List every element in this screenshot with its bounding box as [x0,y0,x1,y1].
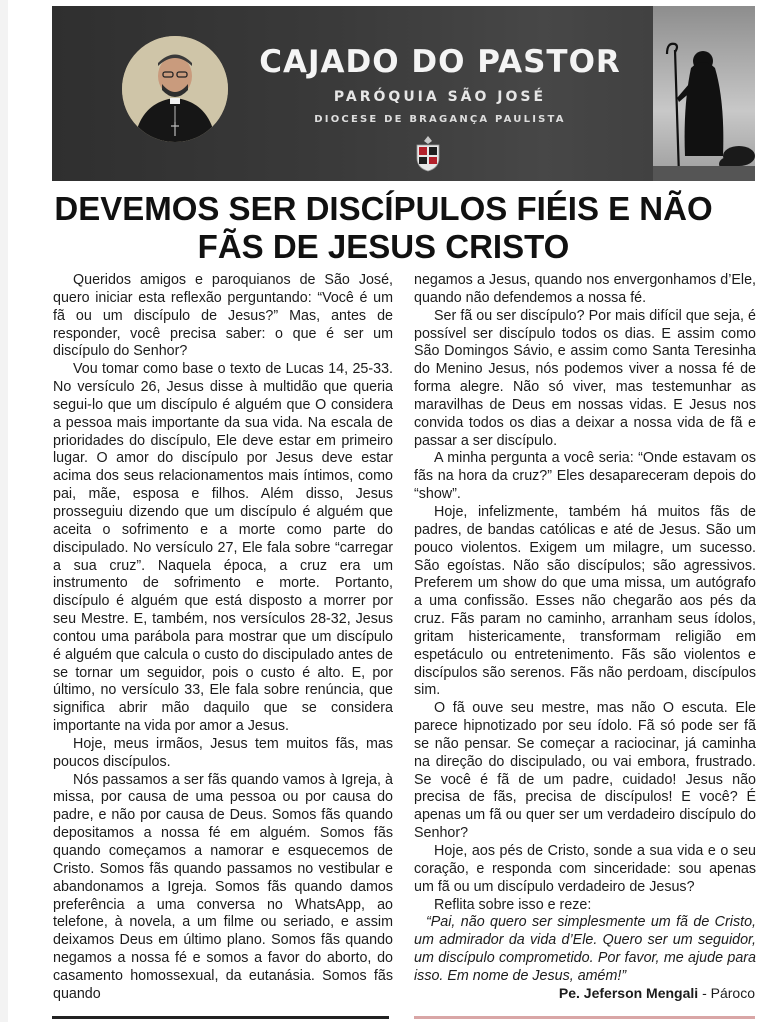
diocese-crest-icon [413,136,443,172]
author-name: Pe. Jeferson Mengali [558,985,699,1001]
author-signature [559,985,755,1001]
paragraph: Vou tomar como base o texto de Lucas 14, 25-33. No versículo 26, Jesus disse à multidão que queria segui-lo que um discípulo é alguém que O considera a pessoa mais importante da sua vida. Na escala de prioridades do discípulo, Ele deve estar em primeiro lugar. O amor do discípulo por Jesus deve estar acima dos seus relacionamentos mais íntimos, como pai, mãe, esposa e filhos. Além disso, Jesus prosseguiu dizendo que um discípulo é alguém que aceita o sofrimento e a morte como parte do discipulado. No versículo 27, Ele fala sobre “carregar a sua cruz”. Naquela época, a cruz era um instrumento de sofrimento e morte. Portanto, discípulo é alguém que está disposto a morrer por seu Mestre. E, também, nos versículos 28-32, Jesus contou uma parábola para mostrar que um discípulo é alguém que calcula o custo do discipulado antes de se tornar um seguidor, pois o custo é alto. E, por último, no versículo 33, Ele fala sobre renúncia, que significa abrir mão daquilo que se considera importante na vida por amor a Jesus. [53,361,393,735]
paragraph: O fã ouve seu mestre, mas não O escuta. Ele parece hipnotizado por seu ídolo. Fã só pode ser fã se não pensar. Se começar a raciocinar, já caminha na direção do discipulado, ou vai embora, frustrado. Se você é fã de um padre, cuidado! Jesus não precisa de fãs, precisa de discípulos! E você? É apenas um fã ou quer ser um verdadeiro discípulo do Senhor? [414,700,756,842]
paragraph: Queridos amigos e paroquianos de São José, quero iniciar esta reflexão perguntando: “Você é um fã ou um discípulo de Jesus?” Mas, antes de responder, você precisa saber: o que é ser um discípulo do Senhor? [53,272,393,360]
paragraph: Nós passamos a ser fãs quando vamos à Igreja, à missa, por causa de uma pessoa ou por causa do padre, e não por causa de Deus. Somos fãs quando depositamos a nossa fé em alguém. Somos fãs quando começamos a namorar e esquecemos de Cristo. Somos fãs quando passamos no vestibular e abandonamos a Igreja. Somos fãs quando damos preferência a uma conversa no WhatsApp, ao telefone, à novela, a um filme ou seriado, e assim deixamos Deus em último plano. Somos fãs quando negamos a nossa fé e somos a favor do aborto, do casamento homossexual, da eutanásia. Somos fãs quando [53,771,393,1002]
prayer-quote: “Pai, não quero ser simplesmente um fã de Cristo, um admirador da vida d’Ele. Quero ser um seguidor, um discípulo comprometido. Por favor, me ajude para isso. Em nome de Jesus, amém!” [414,914,756,984]
parish-name: PARÓQUIA SÃO JOSÉ [333,89,547,105]
newsletter-banner [52,6,755,181]
author-role: - Pároco [698,985,755,1001]
page-edge [0,0,8,1022]
paragraph: Hoje, aos pés de Cristo, sonde a sua vida e o seu coração, e responda com sinceridade: sou apenas um fã ou um discípulo verdadeiro de Jesus? [414,843,756,895]
paragraph: Hoje, meus irmãos, Jesus tem muitos fãs, mas poucos discípulos. [53,735,393,770]
diocese-name: DIOCESE DE BRAGANÇA PAULISTA [314,114,566,125]
article-headline: DEVEMOS SER DISCÍPULOS FIÉIS E NÃO FÃS DE JESUS CRISTO [54,190,713,265]
priest-portrait-icon [122,36,228,142]
article-column-right [414,272,756,986]
paragraph: Reflita sobre isso e reze: [434,896,592,913]
priest-avatar [122,36,228,142]
paragraph-continuation: negamos a Jesus, quando nos envergonhamos d’Ele, quando não defendemos a nossa fé. [414,272,756,306]
paragraph: Ser fã ou ser discípulo? Por mais difícil que seja, é possível ser discípulo todos os dias. E assim como São Domingos Sávio, e assim como Santa Teresinha do Menino Jesus, nós podemos viver a nossa fé de forma alegre. Não só viver, mas testemunhar as maravilhas de Deus em nossas vidas. E Jesus nos convida todos os dias a deixar a nossa vida de fã e passar a ser discípulo. [414,307,756,449]
newsletter-title: CAJADO DO PASTOR [259,44,621,80]
footer-divider [414,1016,755,1019]
shepherd-silhouette-icon [653,6,755,181]
footer-divider [52,1016,389,1019]
article-column-left [53,272,393,1004]
paragraph: Hoje, infelizmente, também há muitos fãs de padres, de bandas católicas e até de Jesus. São um pouco violentos. Exigem um milagre, um sucesso. São egoístas. Não são discípulos; são agressivos. Preferem um show do que uma missa, um autógrafo a uma confissão. Esses não chegarão aos pés da cruz. Fãs param no caminho, arranham seus ídolos, gritam histericamente, transformam religião em espetáculo ou entretenimento. Fãs são violentos e discípulos são serenos. Fãs não perdoam, discípulos sim. [414,503,756,699]
paragraph: A minha pergunta a você seria: “Onde estavam os fãs na hora da cruz?” Eles desapareceram depois do “show”. [414,450,756,503]
